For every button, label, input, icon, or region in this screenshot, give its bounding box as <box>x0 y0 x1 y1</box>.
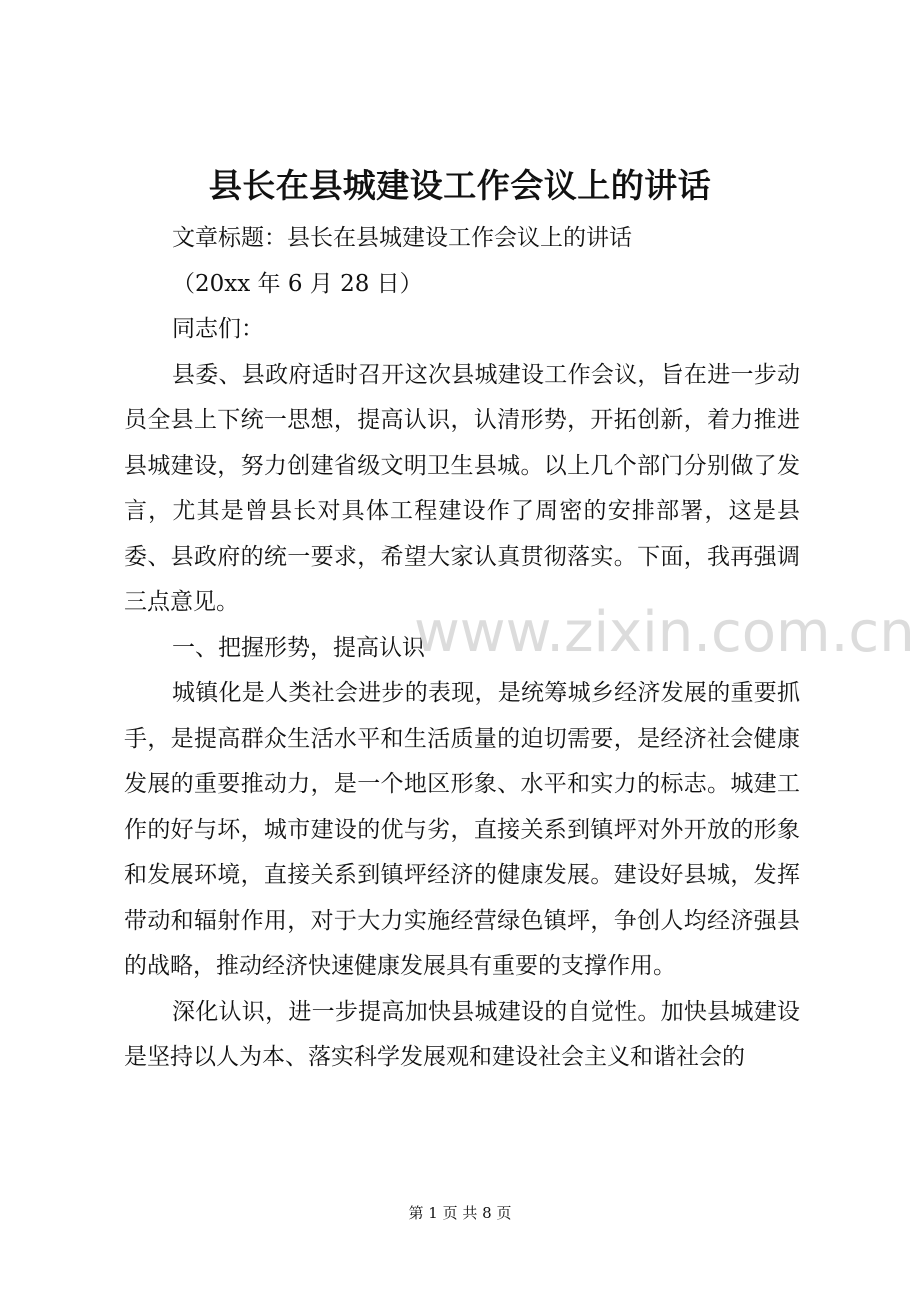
paragraph-date: （20xx 年 6 月 28 日） <box>172 270 423 297</box>
paragraph-deepen-understanding: 深化认识，进一步提高加快县城建设的自觉性。加快县城建设是坚持以人为本、落实科学发展观和建设社会主义和谐社会的 <box>124 998 800 1070</box>
paragraph-salutation: 同志们： <box>172 316 264 342</box>
paragraph-intro: 县委、县政府适时召开这次县城建设工作会议，旨在进一步动员全县上下统一思想，提高认识，认清形势，开拓创新，着力推进县城建设，努力创建省级文明卫生县城。以上几个部门分别做了发言，尤其是曾县长对具体工程建设作了周密的安排部署，这是县委、县政府的统一要求，希望大家认真贯彻落实。下面，我再强调三点意见。 <box>124 361 800 615</box>
watermark: www.zixin.com.cn <box>414 600 915 665</box>
paragraph-urbanization: 城镇化是人类社会进步的表现，是统筹城乡经济发展的重要抓手，是提高群众生活水平和生活质量的迫切需要，是经济社会健康发展的重要推动力，是一个地区形象、水平和实力的标志。城建工作的好与坏，城市建设的优与劣，直接关系到镇坪对外开放的形象和发展环境，直接关系到镇坪经济的健康发展。建设好县城，发挥带动和辐射作用，对于大力实施经营绿色镇坪，争创人均经济强县的战略，推动经济快速健康发展具有重要的支撑作用。 <box>124 680 800 979</box>
paragraph-section-heading: 一、把握形势，提高认识 <box>172 634 425 661</box>
paragraph-article-title: 文章标题：县长在县城建设工作会议上的讲话 <box>172 225 632 251</box>
document-title: 县长在县城建设工作会议上的讲话 <box>208 166 712 205</box>
page-footer: 第 1 页 共 8 页 <box>408 1204 512 1222</box>
